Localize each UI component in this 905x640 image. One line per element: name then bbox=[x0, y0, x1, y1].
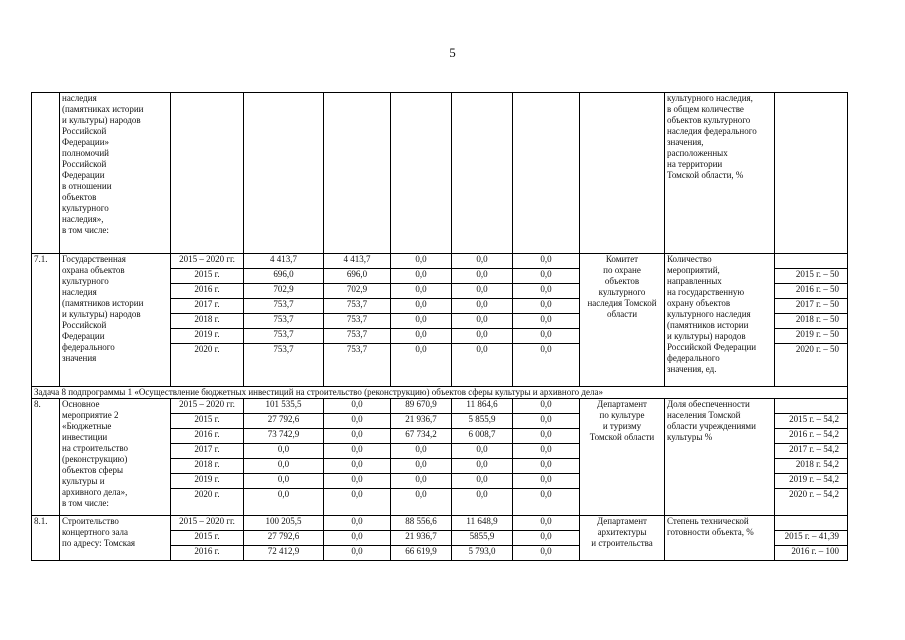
target-value-cell: 2015 г. – 50 bbox=[775, 269, 848, 284]
amount-cell: 67 734,2 bbox=[391, 429, 452, 444]
year-cell: 2020 г. bbox=[171, 344, 244, 387]
amount-cell: 0,0 bbox=[513, 254, 580, 269]
year-cell: 2017 г. bbox=[171, 299, 244, 314]
target-value-cell: 2017 г. – 50 bbox=[775, 299, 848, 314]
amount-cell: 0,0 bbox=[452, 284, 513, 299]
year-cell: 2018 г. bbox=[171, 459, 244, 474]
indicator-cell: культурного наследия, в общем количестве объектов культурного наследия федерального значения, расположенных на территории Томской области, % bbox=[665, 93, 775, 254]
amount-cell: 753,7 bbox=[324, 314, 391, 329]
amount-cell: 753,7 bbox=[324, 299, 391, 314]
amount-cell: 0,0 bbox=[324, 459, 391, 474]
amount-cell: 4 413,7 bbox=[324, 254, 391, 269]
amount-cell: 0,0 bbox=[324, 414, 391, 429]
table-body bbox=[32, 93, 848, 561]
indicator-cell: Доля обеспеченности населения Томской области учреждениями культуры % bbox=[665, 399, 775, 516]
year-cell: 2015 – 2020 гг. bbox=[171, 254, 244, 269]
amount-cell: 0,0 bbox=[513, 546, 580, 561]
amount-cell: 702,9 bbox=[324, 284, 391, 299]
table-row bbox=[32, 93, 848, 254]
task-row bbox=[32, 387, 848, 399]
amount-cell: 0,0 bbox=[513, 516, 580, 531]
indicator-cell: Степень технической готовности объекта, % bbox=[665, 516, 775, 561]
amount-cell: 0,0 bbox=[513, 314, 580, 329]
amount-cell: 100 205,5 bbox=[244, 516, 324, 531]
year-cell: 2015 г. bbox=[171, 269, 244, 284]
executor-cell: Департамент по культуре и туризму Томской области bbox=[580, 399, 665, 516]
amount-cell: 0,0 bbox=[513, 344, 580, 387]
amount-cell: 0,0 bbox=[452, 474, 513, 489]
amount-cell: 0,0 bbox=[391, 299, 452, 314]
amount-cell: 0,0 bbox=[513, 531, 580, 546]
amount-cell: 0,0 bbox=[452, 444, 513, 459]
executor-cell: Комитет по охране объектов культурного наследия Томской области bbox=[580, 254, 665, 387]
amount-cell: 0,0 bbox=[452, 254, 513, 269]
amount-cell: 88 556,6 bbox=[391, 516, 452, 531]
year-cell: 2015 – 2020 гг. bbox=[171, 399, 244, 414]
amount-cell: 753,7 bbox=[244, 299, 324, 314]
amount-cell: 753,7 bbox=[244, 329, 324, 344]
target-value-cell: 2018 г. – 50 bbox=[775, 314, 848, 329]
amount-cell: 753,7 bbox=[324, 344, 391, 387]
target-value-cell: 2016 г. – 100 bbox=[775, 546, 848, 561]
amount-cell: 696,0 bbox=[324, 269, 391, 284]
year-cell: 2020 г. bbox=[171, 489, 244, 516]
amount-cell: 6 008,7 bbox=[452, 429, 513, 444]
amount-cell: 0,0 bbox=[391, 329, 452, 344]
amount-cell: 73 742,9 bbox=[244, 429, 324, 444]
amount-cell: 753,7 bbox=[324, 329, 391, 344]
year-cell: 2015 г. bbox=[171, 414, 244, 429]
amount-cell: 0,0 bbox=[452, 344, 513, 387]
amount-cell: 5 855,9 bbox=[452, 414, 513, 429]
amount-cell: 0,0 bbox=[391, 474, 452, 489]
year-cell: 2018 г. bbox=[171, 314, 244, 329]
amount-cell: 0,0 bbox=[513, 299, 580, 314]
amount-cell: 0,0 bbox=[391, 254, 452, 269]
amount-cell: 0,0 bbox=[452, 329, 513, 344]
year-cell: 2016 г. bbox=[171, 284, 244, 299]
target-value-cell: 2019 г. – 50 bbox=[775, 329, 848, 344]
target-value-cell: 2020 г. – 54,2 bbox=[775, 489, 848, 516]
amount-cell: 0,0 bbox=[324, 399, 391, 414]
amount-cell: 0,0 bbox=[452, 489, 513, 516]
year-cell: 2015 – 2020 гг. bbox=[171, 516, 244, 531]
amount-cell: 0,0 bbox=[391, 344, 452, 387]
table-row bbox=[32, 254, 848, 269]
target-value-cell: 2015 г. – 41,39 bbox=[775, 531, 848, 546]
amount-cell: 0,0 bbox=[452, 269, 513, 284]
amount-cell: 0,0 bbox=[244, 474, 324, 489]
amount-cell: 27 792,6 bbox=[244, 414, 324, 429]
amount-cell: 66 619,9 bbox=[391, 546, 452, 561]
amount-cell: 0,0 bbox=[513, 329, 580, 344]
activity-name-cell: наследия (памятниках истории и культуры) народов Российской Федерации» полномочий Российской Федерации в отношении объектов культурного наследия», в том числе: bbox=[60, 93, 171, 254]
amount-cell: 0,0 bbox=[391, 444, 452, 459]
executor-cell: Департамент архитектуры и строительства bbox=[580, 516, 665, 561]
year-cell: 2019 г. bbox=[171, 329, 244, 344]
amount-cell: 0,0 bbox=[513, 399, 580, 414]
amount-cell: 0,0 bbox=[324, 429, 391, 444]
amount-cell: 0,0 bbox=[324, 531, 391, 546]
task-title: Задача 8 подпрограммы 1 «Осуществление бюджетных инвестиций на строительство (реконструкцию) объектов сферы культуры и архивного дела» bbox=[32, 387, 848, 399]
activity-name-cell: Государственная охрана объектов культурного наследия (памятников истории и культуры) народов Российской Федерации федерального значения bbox=[60, 254, 171, 387]
activity-name-cell: Основное мероприятие 2 «Бюджетные инвестиции на строительство (реконструкцию) объектов сферы культуры и архивного дела», в том числе: bbox=[60, 399, 171, 516]
amount-cell: 702,9 bbox=[244, 284, 324, 299]
target-value-cell bbox=[775, 399, 848, 414]
amount-cell: 0,0 bbox=[513, 489, 580, 516]
target-value-cell: 2020 г. – 50 bbox=[775, 344, 848, 387]
amount-cell: 0,0 bbox=[391, 489, 452, 516]
amount-cell: 753,7 bbox=[244, 314, 324, 329]
year-cell: 2017 г. bbox=[171, 444, 244, 459]
amount-cell: 753,7 bbox=[244, 344, 324, 387]
year-cell: 2016 г. bbox=[171, 546, 244, 561]
amount-cell: 4 413,7 bbox=[244, 254, 324, 269]
amount-cell: 0,0 bbox=[244, 444, 324, 459]
target-value-cell bbox=[775, 516, 848, 531]
amount-cell: 21 936,7 bbox=[391, 531, 452, 546]
page-number: 5 bbox=[449, 45, 456, 60]
amount-cell: 101 535,5 bbox=[244, 399, 324, 414]
amount-cell: 5855,9 bbox=[452, 531, 513, 546]
amount-cell: 0,0 bbox=[391, 314, 452, 329]
amount-cell: 11 648,9 bbox=[452, 516, 513, 531]
amount-cell: 27 792,6 bbox=[244, 531, 324, 546]
row-number-cell: 7.1. bbox=[32, 254, 60, 387]
amount-cell: 0,0 bbox=[324, 474, 391, 489]
amount-cell: 0,0 bbox=[391, 269, 452, 284]
table-row bbox=[32, 516, 848, 531]
row-number-cell: 8.1. bbox=[32, 516, 60, 561]
amount-cell: 0,0 bbox=[324, 546, 391, 561]
year-cell: 2015 г. bbox=[171, 531, 244, 546]
amount-cell: 0,0 bbox=[513, 474, 580, 489]
amount-cell: 0,0 bbox=[452, 459, 513, 474]
amount-cell: 696,0 bbox=[244, 269, 324, 284]
amount-cell: 0,0 bbox=[513, 269, 580, 284]
target-value-cell: 2018 г. 54,2 bbox=[775, 459, 848, 474]
amount-cell: 89 670,9 bbox=[391, 399, 452, 414]
amount-cell: 0,0 bbox=[513, 284, 580, 299]
amount-cell: 0,0 bbox=[452, 299, 513, 314]
amount-cell: 0,0 bbox=[244, 489, 324, 516]
amount-cell: 0,0 bbox=[391, 459, 452, 474]
amount-cell: 0,0 bbox=[324, 489, 391, 516]
activity-name-cell: Строительство концертного зала по адресу: Томская bbox=[60, 516, 171, 561]
amount-cell: 0,0 bbox=[513, 459, 580, 474]
amount-cell: 0,0 bbox=[513, 414, 580, 429]
amount-cell: 0,0 bbox=[452, 314, 513, 329]
amount-cell: 5 793,0 bbox=[452, 546, 513, 561]
target-value-cell: 2017 г. – 54,2 bbox=[775, 444, 848, 459]
year-cell: 2016 г. bbox=[171, 429, 244, 444]
target-value-cell: 2019 г. – 54,2 bbox=[775, 474, 848, 489]
amount-cell: 0,0 bbox=[513, 429, 580, 444]
amount-cell: 21 936,7 bbox=[391, 414, 452, 429]
amount-cell: 0,0 bbox=[391, 284, 452, 299]
row-number-cell bbox=[32, 93, 60, 254]
program-table bbox=[31, 92, 848, 561]
table-row bbox=[32, 399, 848, 414]
indicator-cell: Количество мероприятий, направленных на государственную охрану объектов культурного наследия (памятников истории и культуры) народов Российской Федерации федерального значения, ед. bbox=[665, 254, 775, 387]
year-cell: 2019 г. bbox=[171, 474, 244, 489]
amount-cell: 0,0 bbox=[244, 459, 324, 474]
target-value-cell: 2016 г. – 50 bbox=[775, 284, 848, 299]
amount-cell: 11 864,6 bbox=[452, 399, 513, 414]
amount-cell: 0,0 bbox=[324, 444, 391, 459]
amount-cell: 0,0 bbox=[324, 516, 391, 531]
target-value-cell: 2015 г. – 54,2 bbox=[775, 414, 848, 429]
target-value-cell: 2016 г. – 54,2 bbox=[775, 429, 848, 444]
target-value-cell bbox=[775, 254, 848, 269]
amount-cell: 0,0 bbox=[513, 444, 580, 459]
row-number-cell: 8. bbox=[32, 399, 60, 516]
amount-cell: 72 412,9 bbox=[244, 546, 324, 561]
